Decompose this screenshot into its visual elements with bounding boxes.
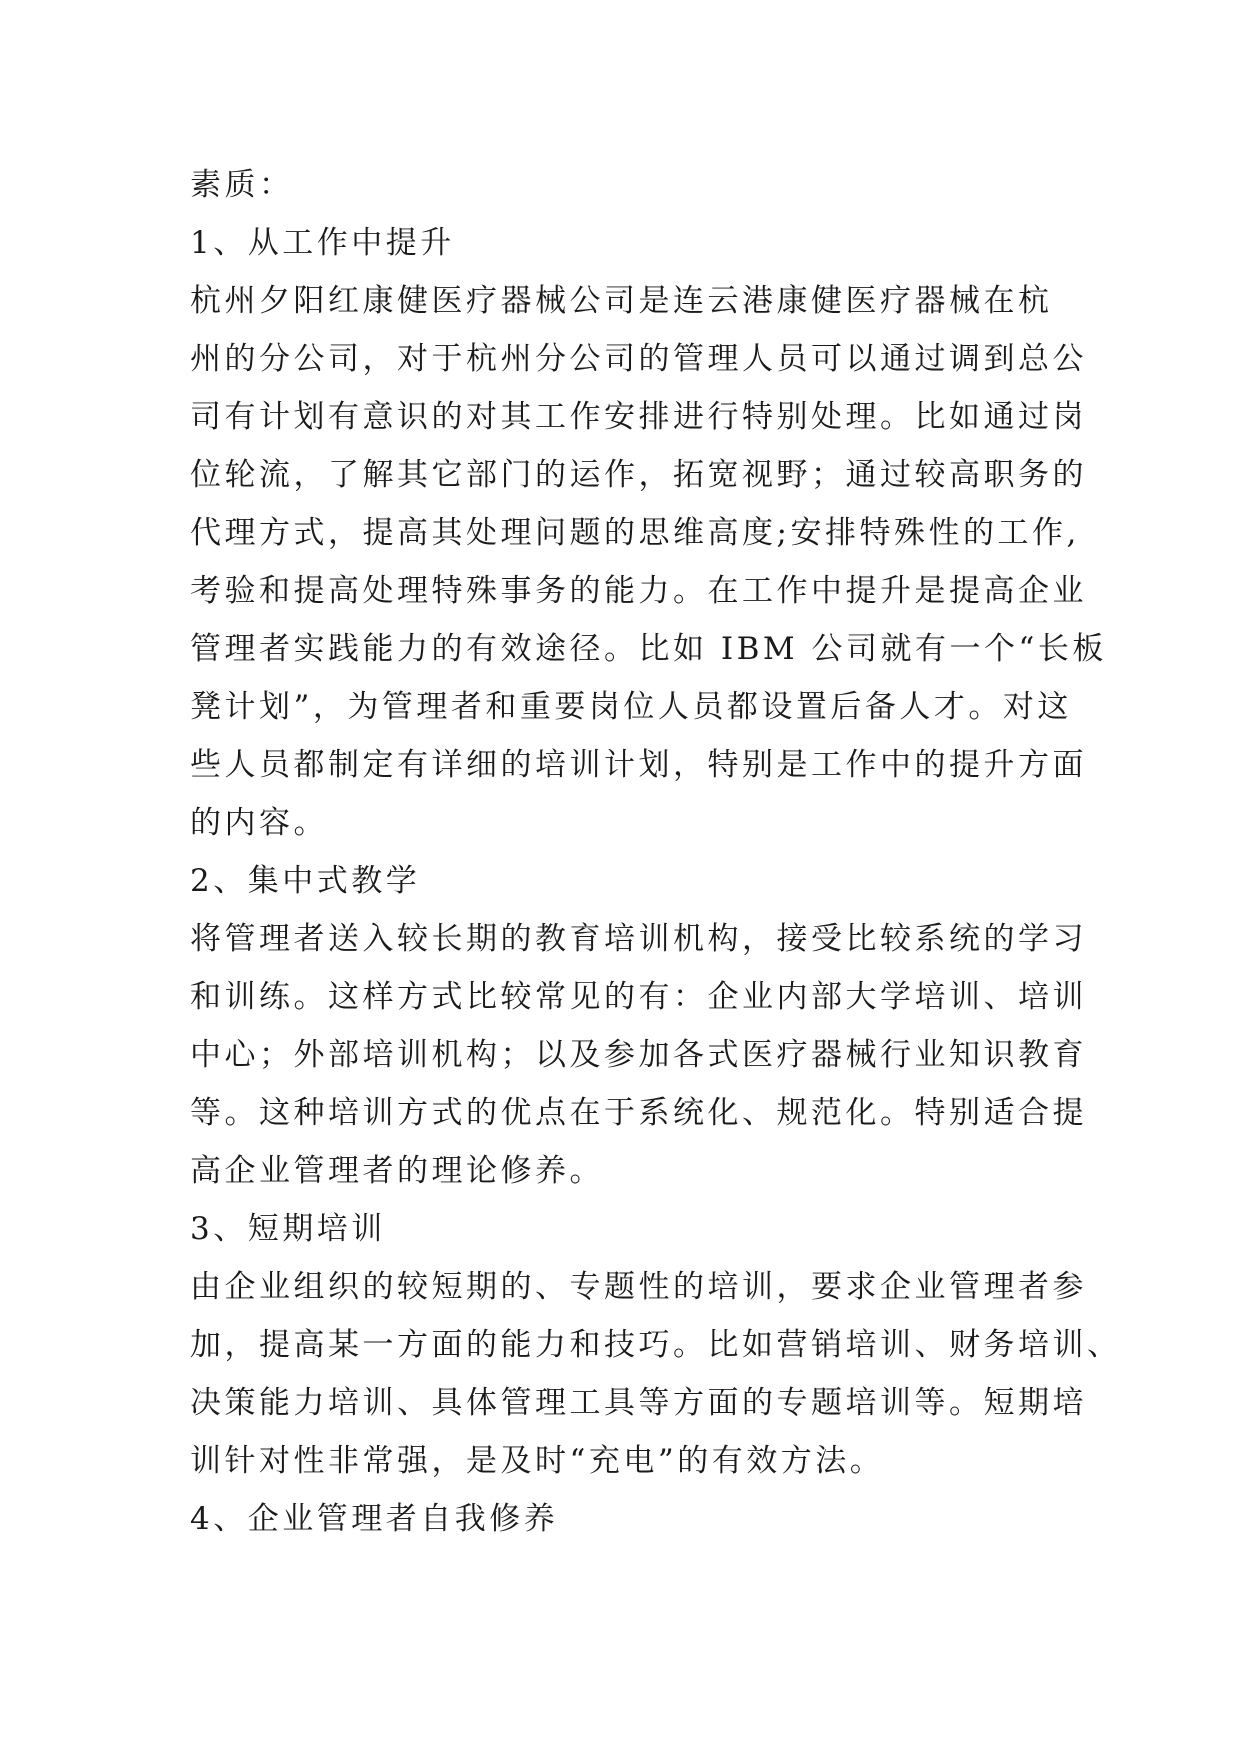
paragraph-line: 位轮流，了解其它部门的运作，拓宽视野；通过较高职务的	[190, 457, 1087, 493]
section-heading: 2、集中式教学	[190, 863, 421, 899]
paragraph-line: 加，提高某一方面的能力和技巧。比如营销培训、财务培训、	[190, 1327, 1122, 1363]
section-heading: 4、企业管理者自我修养	[190, 1501, 559, 1537]
paragraph-line: 将管理者送入较长期的教育培训机构，接受比较系统的学习	[190, 921, 1087, 957]
paragraph-line: 的内容。	[190, 805, 328, 841]
paragraph-line: 考验和提高处理特殊事务的能力。在工作中提升是提高企业	[190, 573, 1087, 609]
paragraph-line: 代理方式，提高其处理问题的思维高度;安排特殊性的工作,	[190, 515, 1080, 551]
document-body	[190, 156, 1122, 1548]
paragraph-line: 杭州夕阳红康健医疗器械公司是连云港康健医疗器械在杭	[190, 283, 1053, 319]
paragraph-line: 高企业管理者的理论修养。	[190, 1153, 604, 1189]
section-heading: 1、从工作中提升	[190, 225, 455, 261]
paragraph-line: 和训练。这样方式比较常见的有：企业内部大学培训、培训	[190, 979, 1087, 1015]
intro-label: 素质：	[190, 167, 294, 203]
section-heading: 3、短期培训	[190, 1211, 386, 1247]
paragraph-line: 由企业组织的较短期的、专题性的培训，要求企业管理者参	[190, 1269, 1087, 1305]
paragraph-line: 管理者实践能力的有效途径。比如 IBM 公司就有一个“长板	[190, 631, 1107, 667]
paragraph-line: 中心；外部培训机构；以及参加各式医疗器械行业知识教育	[190, 1037, 1087, 1073]
paragraph-line: 训针对性非常强，是及时“充电”的有效方法。	[190, 1443, 885, 1479]
paragraph-line: 州的分公司，对于杭州分公司的管理人员可以通过调到总公	[190, 341, 1087, 377]
paragraph-line: 凳计划”，为管理者和重要岗位人员都设置后备人才。对这	[190, 689, 1072, 725]
paragraph-line: 些人员都制定有详细的培训计划，特别是工作中的提升方面	[190, 747, 1087, 783]
paragraph-line: 等。这种培训方式的优点在于系统化、规范化。特别适合提	[190, 1095, 1087, 1131]
paragraph-line: 司有计划有意识的对其工作安排进行特别处理。比如通过岗	[190, 399, 1087, 435]
paragraph-line: 决策能力培训、具体管理工具等方面的专题培训等。短期培	[190, 1385, 1087, 1421]
